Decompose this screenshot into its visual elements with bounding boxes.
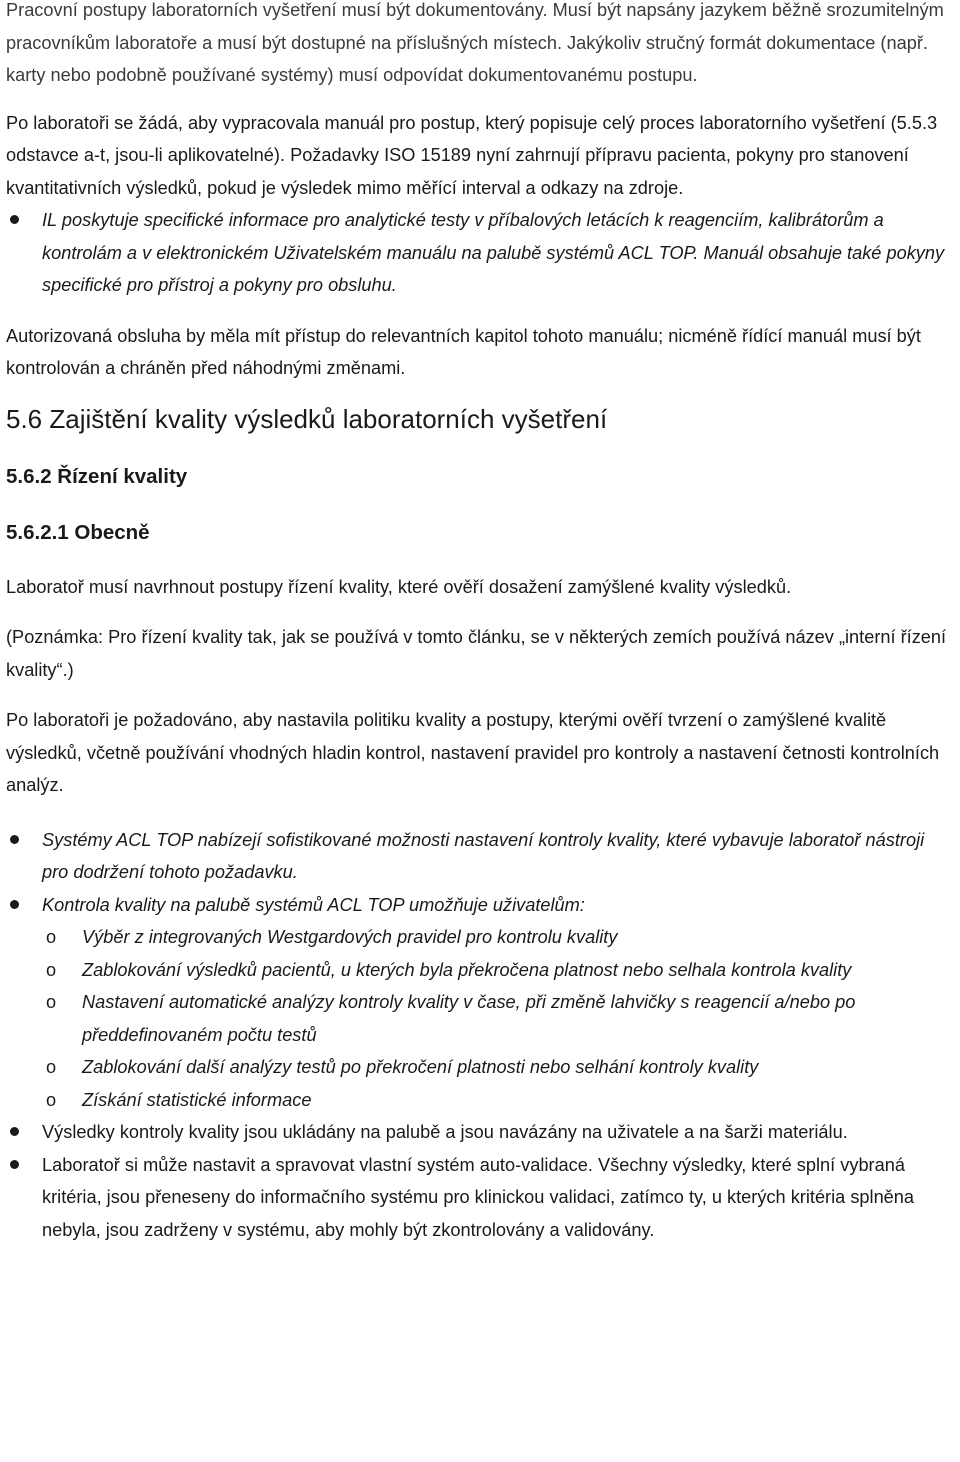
bullet-list-acl-top (6, 824, 954, 1247)
sub-item-block-results (6, 954, 954, 987)
bullet-list-il-info (6, 204, 954, 302)
bullet-item-qc-options: Systémy ACL TOP nabízejí sofistikované možnosti nastavení kontroly kvality, které vybavuje laboratoř nástroji pro dodržení tohoto požadavku. (6, 824, 954, 889)
sub-item-block-analysis (6, 1051, 954, 1084)
bullet-item-onboard-qc (6, 889, 954, 1117)
sub-item-auto-qc (6, 986, 954, 1051)
paragraph-note: (Poznámka: Pro řízení kvality tak, jak se používá v tomto článku, se v některých zemích používá název „interní řízení kvality“.) (6, 627, 947, 680)
sub-item-statistics-text: Získání statistické informace (82, 1089, 312, 1110)
section-heading-5-6-2: 5.6.2 Řízení kvality (6, 464, 188, 488)
paragraph-quality-policy: Po laboratoři je požadováno, aby nastavila politiku kvality a postupy, kterými ověří tvrzení o zamýšlené kvalitě výsledků, včetně používání vhodných hladin kontrol, nastavení pravidel pro kontroly a nastavení četnosti kontrolních analýz. (6, 710, 940, 795)
bullet-item-il-info: IL poskytuje specifické informace pro analytické testy v příbalových letácích k reagenciím, kalibrátorům a kontrolám a v elektronickém Uživatelském manuálu na palubě systémů ACL TOP. Manuál obsahuje také pokyny specifické pro přístroj a pokyny pro obsluhu. (6, 204, 954, 302)
paragraph-manual-requirement: Po laboratoři se žádá, aby vypracovala manuál pro postup, který popisuje celý proces laboratorního vyšetření (5.5.3 odstavce a-t, jsou-li aplikovatelné). Požadavky ISO 15189 nyní zahrnují přípravu pacienta, pokyny pro stanovení kvantitativních výsledků, pokud je výsledek mimo měřící interval a odkazy na zdroje. (6, 112, 938, 198)
sub-list-onboard-qc (42, 921, 954, 1116)
bullet-item-onboard-qc-text: Kontrola kvality na palubě systémů ACL TOP umožňuje uživatelům: (42, 894, 585, 915)
paragraph-documentation: Pracovní postupy laboratorních vyšetření musí být dokumentovány. Musí být napsány jazykem běžně srozumitelným pracovníkům laboratoře a musí být dostupné na příslušných místech. Jakýkoliv stručný formát dokumentace (např. karty nebo podobně používané systémy) musí odpovídat dokumentovanému postupu. (6, 0, 944, 85)
paragraph-qc-procedures: Laboratoř musí navrhnout postupy řízení kvality, které ověří dosažení zamýšlené kvality výsledků. (6, 576, 792, 597)
sub-item-block-analysis-text: Zablokování další analýzy testů po překročení platnosti nebo selhání kontroly kvality (82, 1057, 759, 1077)
sub-item-westgard-text: Výběr z integrovaných Westgardových pravidel pro kontrolu kvality (82, 927, 618, 947)
bullet-item-qc-results-stored: Výsledky kontroly kvality jsou ukládány na palubě a jsou navázány na uživatele a na šarži materiálu. (6, 1116, 954, 1149)
section-heading-5-6: 5.6 Zajištění kvality výsledků laboratorních vyšetření (6, 403, 608, 434)
sub-item-auto-qc-text: Nastavení automatické analýzy kontroly kvality v čase, při změně lahvičky s reagencií a/nebo po předdefinovaném počtu testů (82, 992, 856, 1045)
bullet-item-auto-validation: Laboratoř si může nastavit a spravovat vlastní systém auto-validace. Všechny výsledky, které splní vybraná kritéria, jsou přeneseny do informačního systému pro klinickou validaci, zatímco ty, u kterých kritéria splněna nebyla, jsou zadrženy v systému, aby mohly být zkontrolovány a validovány. (6, 1149, 954, 1247)
sub-item-block-results-text: Zablokování výsledků pacientů, u kterých byla překročena platnost nebo selhala kontrola kvality (82, 959, 852, 980)
paragraph-authorized-access: Autorizovaná obsluha by měla mít přístup do relevantních kapitol tohoto manuálu; nicméně řídící manuál musí být kontrolován a chráněn před náhodnými změnami. (6, 325, 921, 378)
sub-item-statistics (6, 1084, 954, 1117)
sub-item-westgard (6, 921, 954, 954)
section-heading-5-6-2-1: 5.6.2.1 Obecně (6, 520, 150, 544)
